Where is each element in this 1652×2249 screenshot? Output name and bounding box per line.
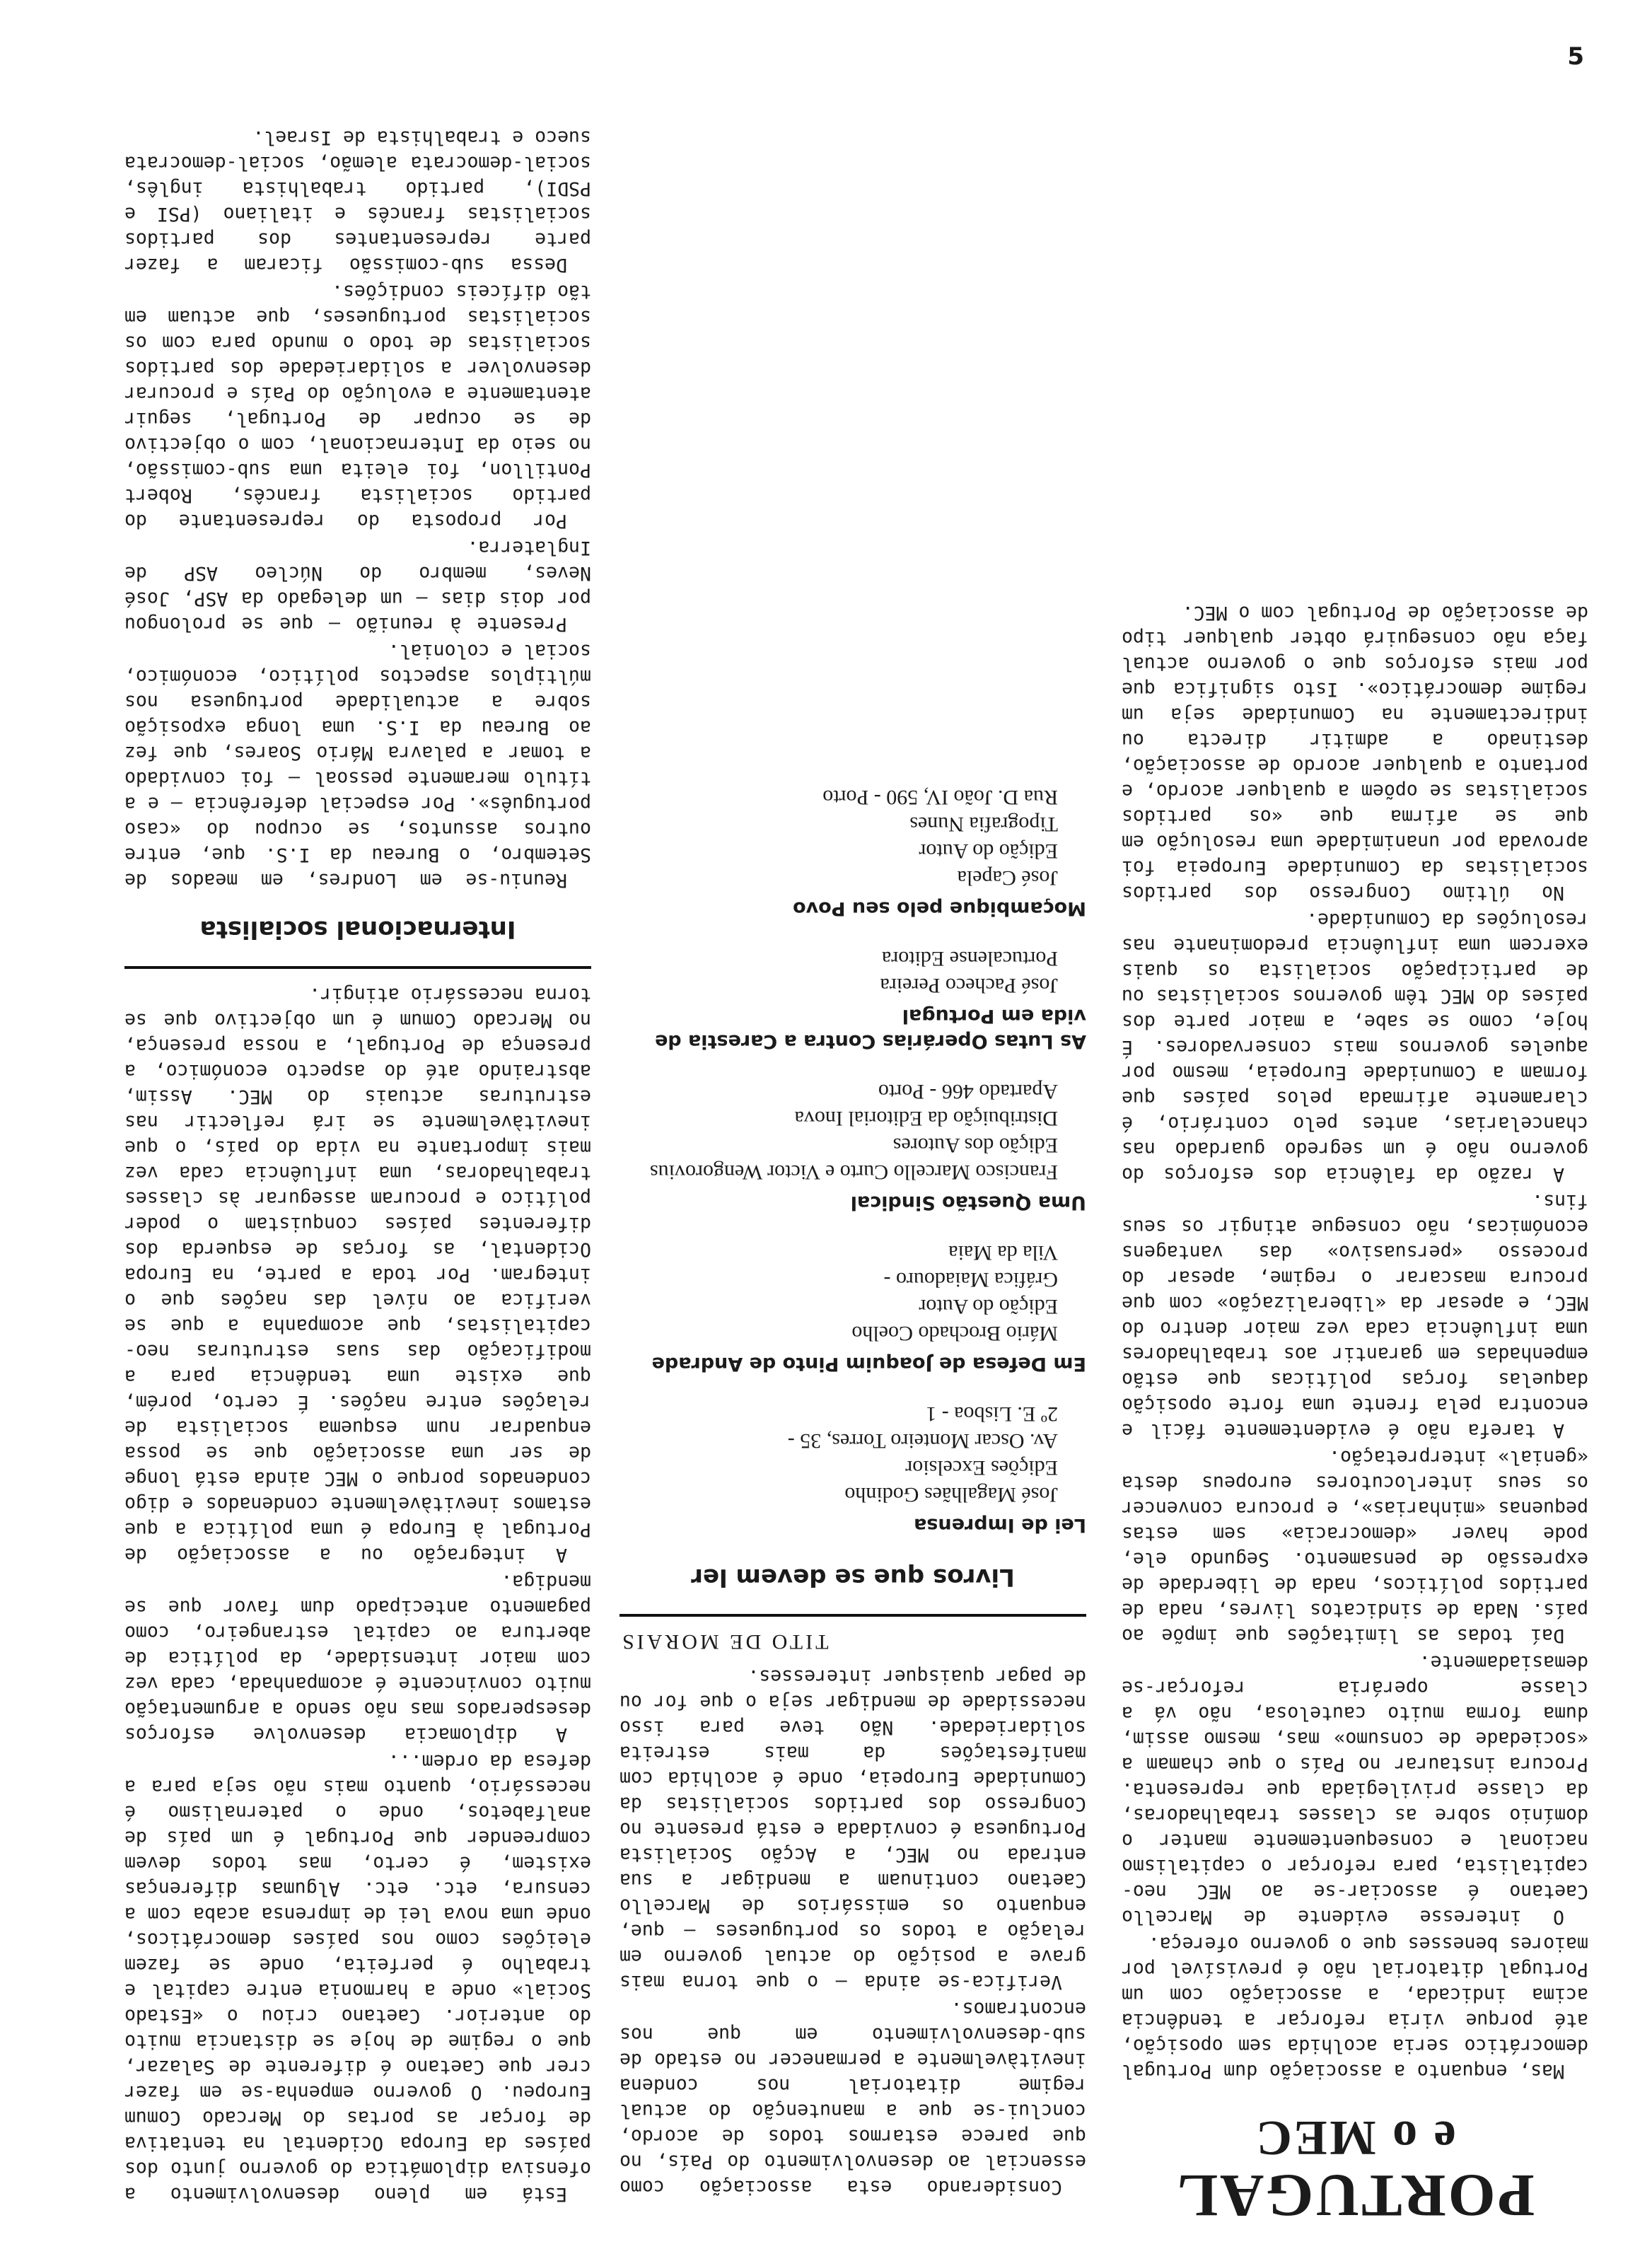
book-detail: Av. Oscar Monteiro Torres, 35 - — [787, 1429, 1058, 1453]
internacional-paragraph: Reuniu-se em Londres, em meados de Setembro, o Bureau da I.S. que, entre outros assuntos, se ocupou do «caso português». Por especial deferência — e a título meramente pessoal — foi convidado a tomar a palavra Mário Soares, que fez ao Bureau da I.S. uma longa exposição sobre a actualidade portuguesa nos múltiplos aspectos político, económico, social e colonial. — [124, 640, 591, 891]
book-detail: José Capela — [957, 866, 1058, 890]
article-column-3 — [124, 123, 591, 2207]
article-paragraph: A integração ou a associação de Portugal à Europa é uma política a que estamos inevitàvelmente condenados e digo condenados porque o MEC ainda está longe de ser uma associação que se possa enquadrar num esquema socialista de relações entre nações. É certo, porém, que existe uma tendência para a modificação das suas estruturas neo-capitalistas, que acompanha a que se verifica ao nível das nações que o integram. Por toda a parte, na Europa Ocidental, as forças de esquerda dos diferentes países conquistam o poder político e procuram assegurar às classes trabalhadoras, uma influência cada vez mais importante na vida do país, o que inevitàvelmente se irá reflectir nas estruturas actuais do MEC. Assim, abstraindo até do aspecto económico, a presença de Portugal, a nossa presença, no Mercado Comum é um objectivo que se torna necessário atingir. — [124, 984, 591, 1566]
article-paragraph: O interesse evidente de Marcello Caetano é associar-se ao MEC neo-capitalista, para reforçar o capitalismo nacional e consequentemente manter o domínio sobre as classes trabalhadoras, da classe privilegiada que representa. Procura instaurar no País o que chamam a «sociedade de consumo» mas, mesmo assim, duma forma muito cautelosa, não vá a classe operária reforçar-se demasiadamente. — [1122, 1651, 1588, 1928]
article-title: PORTUGAL — [1175, 2162, 1535, 2230]
section-divider — [124, 966, 591, 969]
article-body-part-0 — [124, 982, 591, 2207]
book-item — [620, 1078, 1086, 1215]
book-detail: Edição dos Autores — [892, 1134, 1058, 1157]
article-paragraph: Mas, enquanto a associação dum Portugal democrático seria acolhida sem oposição, até porque viria reforçar a tendência acima indicada, a associação com um Portugal ditatorial não é previsível por maiores benesses que o governo ofereça. — [1122, 1933, 1588, 2082]
book-title: Moçambique pelo seu Povo — [793, 897, 1086, 919]
page-number: 5 — [1567, 42, 1584, 71]
books-list — [620, 784, 1086, 1538]
internacional-paragraph: Presente à reunião — que se prolongou por dois dias — um delegado da ASP, José Neves, membro do Núcleo ASP de Inglaterra. — [124, 537, 591, 635]
book-item — [620, 1239, 1086, 1376]
article-author: TITO DE MORAIS — [620, 1630, 829, 1654]
book-detail: Vila da Maia — [948, 1241, 1058, 1265]
article-column-2 — [620, 760, 1086, 2199]
book-item — [620, 945, 1086, 1054]
internacional-heading: Internacional socialista — [199, 915, 516, 943]
book-detail: Rua D. João IV, 590 - Porto — [822, 786, 1058, 809]
internacional-paragraph: Dessa sub-comissão ficaram a fazer parte representantes dos partidos socialistas francês e italiano (PSI e PSDI), partido trabalhista inglês, social-democrata alemão, social-democrata sueco e trabalhista de Israel. — [124, 127, 591, 276]
article-paragraph: Daí todas as limitações que impõe ao país. Nada de sindicatos livres, nada de partidos políticos, nada de liberdade de expressão de pensamento. Segundo ele, pode haver «democracia» sem estas pequenas «minharias», e procura convencer os seus interlocutores europeus desta «genial» interpretação. — [1122, 1446, 1588, 1646]
article-paragraph: A tarefa não é evidentemente fácil e encontra pela frente uma forte oposição daquelas forças políticas que estão empenhadas em garantir aos trabalhadores uma influência cada vez maior dentro do MEC, e apesar da «liberalização» com que procura mascarar o regime, apesar do processo «persuasivo» das vantagens económicas, não consegue atingir os seus fins. — [1122, 1190, 1588, 1441]
internacional-paragraph: Por proposta do representante do partido socialista francês, Robert Pontillon, foi eleita uma sub-comissão, no seio da Internacional, com o objectivo de se ocupar de Portugal, seguir atentamente a evolução do País e procurar desenvolver a solidariedade dos partidos socialistas de todo o mundo para com os socialistas portugueses, que actuam em tão difíceis condições. — [124, 281, 591, 532]
book-title: Lei de Imprensa — [914, 1514, 1086, 1536]
article-subtitle: e o MEC — [1254, 2110, 1456, 2165]
book-detail: Portucalense Editora — [881, 947, 1058, 970]
article-paragraph: Verifica-se ainda — o que torna mais grave a posição do actual governo em relação a todos os portugueses — que, enquanto os emissários de Marcello Caetano continuam a mendigar a sua entrada no MEC, a Acção Socialista Portuguesa é convidada e está presente no Congresso dos partidos socialistas da Comunidade Europeia, onde é acolhida com manifestações da mais estreita solidariedade. Não teve para isso necessidade de mendigar seja o que for ou de pagar quaisquer interesses. — [620, 1666, 1086, 1993]
article-body-part-1 — [1122, 600, 1588, 2084]
article-paragraph: Considerando esta associação como essencial ao desenvolvimento do País, no que parece estarmos todos de acordo, conclui-se que a manutenção do actual regime ditatorial nos condena inevitàvelmente a permanecer no estado de sub-desenvolvimento em que nos encontramos. — [620, 1998, 1086, 2198]
article-column-1 — [1122, 598, 1588, 2249]
books-heading: Livros que se devem ler — [691, 1563, 1015, 1591]
article-paragraph: No último Congresso dos partidos socialistas da Comunidade Europeia foi aprovada por unanimidade uma resolução em que se afirma que «os partidos socialistas se opõem a qualquer acordo, e portanto a qualquer acordo de associação, destinado a admitir directa ou indirectamente na Comunidade seja um regime democrático». Isto significa que por mais esforços que o governo actual faça não conseguirá obter qualquer tipo de associação de Portugal com o MEC. — [1122, 602, 1588, 904]
internacional-body — [124, 124, 591, 893]
book-detail: Apartado 466 - Porto — [878, 1080, 1058, 1103]
book-detail: 2º E. Lisboa - 1 — [926, 1402, 1058, 1426]
book-item — [620, 1400, 1086, 1538]
article-paragraph: A diplomacia desenvolve esforços desesperados mas não sendo a argumentação muito convincente é acompanhada, cada vez com maior intensidade, da política de abertura ao capital estrangeiro, como pagamento antecipado dum favor que se mendiga. — [124, 1571, 591, 1745]
book-detail: José Magalhães Godinho — [844, 1483, 1058, 1506]
book-detail: Edição do Autor — [919, 1295, 1058, 1318]
article-paragraph: A razão da falência dos esforços do governo não é um segredo guardado nas chancelarias, antes pelo contrário, é claramente afirmada pelos países que formam a Comunidade Europeia, mesmo por aqueles governos mais conservadores. É hoje, como se sabe, a maior parte dos países do MEC têm governos socialistas ou de participação socialista os quais exercem uma influência predominante nas resoluções da Comunidade. — [1122, 909, 1588, 1185]
book-detail: Francisco Marcello Curto e Victor Wengorovius — [649, 1161, 1058, 1184]
book-title: Em Defesa de Joaquim Pinto de Andrade — [651, 1353, 1086, 1375]
book-title: As Lutas Operárias Contra a Carestia de vida em Portugal — [655, 1005, 1086, 1052]
book-detail: José Pacheco Pereira — [880, 974, 1058, 997]
book-detail: Edições Excelsior — [905, 1456, 1058, 1480]
article-paragraph: Está em pleno desenvolvimento a ofensiva diplomática do governo junto dos países da Europa Ocidental na tentativa de forçar as portas do Mercado Comum Europeu. O governo empenha-se em fazer crer que Caetano é diferente de Salazar, que o regime de hoje se distancia muito do anterior. Caetano criou o «Estado Social» onde a harmonia entre capital e trabalho é perfeita, onde se fazem eleições como nos países democráticos, onde uma nova lei de imprensa acaba com a censura, etc. etc. Algumas diferenças existem, é certo, mas todos devem compreender que Portugal é um país de analfabetos, onde o paternalismo é necessário, quanto mais não seja para a defesa da ordem... — [124, 1750, 591, 2205]
article-body-part-2 — [620, 1663, 1086, 2199]
book-detail: Mário Brochado Coelho — [851, 1322, 1058, 1345]
book-item — [620, 784, 1086, 921]
book-detail: Distribuição da Editorial Inova — [794, 1107, 1058, 1130]
book-detail: Gráfica Maiadouro - — [883, 1268, 1058, 1291]
book-title: Uma Questão Sindical — [850, 1192, 1086, 1214]
section-divider — [620, 1614, 1086, 1617]
book-detail: Tipografia Nunes — [909, 813, 1058, 836]
book-detail: Edição do Autor — [919, 839, 1058, 863]
